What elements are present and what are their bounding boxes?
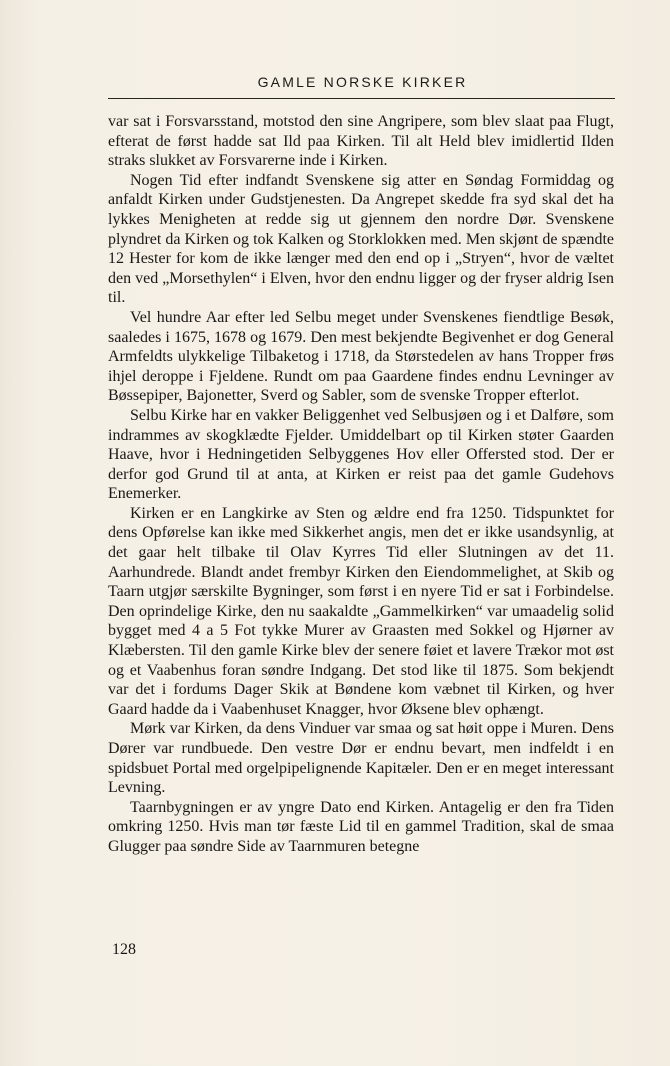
page-number: 128: [112, 941, 136, 958]
paragraph-7: Taarnbygningen er av yngre Dato end Kirken. Antagelig er den fra Tiden omkring 1250. Hvis man tør fæste Lid til en gammel Tradition, skal de smaa Glugger paa søndre Side av Taarnmuren betegne: [108, 798, 614, 855]
paragraph-3: Vel hundre Aar efter led Selbu meget under Svenskenes fiendtlige Besøk, saaledes i 1675, 1678 og 1679. Den mest bekjendte Begivenhet er dog General Armfeldts ulykkelige Tilbaketog i 1718, da Størstedelen av hans Tropper frøs ihjel deroppe i Fjeldene. Rundt om paa Gaardene findes endnu Levninger av Bøssepiper, Bajonetter, Sverd og Sabler, som de svenske Tropper efterlot.: [108, 308, 614, 405]
paragraph-4: Selbu Kirke har en vakker Beliggenhet ved Selbusjøen og i et Dalføre, som indrammes av skogklædte Fjelder. Umiddelbart op til Kirken støter Gaarden Haave, hvor i Hedningetiden Selbyggenes Hov eller Offersted stod. Der er derfor god Grund til at anta, at Kirken er reist paa det gamle Gudehovs Enemerker.: [108, 406, 614, 503]
paragraph-1: var sat i Forsvarsstand, motstod den sine Angripere, som blev slaat paa Flugt, efterat de først hadde sat Ild paa Kirken. Til alt Held blev imidlertid Ilden straks slukket av Forsvarerne inde i Kirken.: [108, 113, 614, 170]
running-title: GAMLE NORSKE KIRKER: [257, 74, 468, 90]
paragraph-5: Kirken er en Langkirke av Sten og ældre end fra 1250. Tidspunktet for dens Opførelse kan ikke med Sikkerhet angis, men det er ikke usandsynlig, at det gaar helt tilbake til Olav Kyrres Tid eller Slutningen av det 11. Aarhundrede. Blandt andet frembyr Kirken den Eiendommelighet, at Skib og Taarn utgjør særskilte Bygninger, som først i en nyere Tid er sat i Forbindelse. Den oprindelige Kirke, den nu saakaldte „Gammelkirken“ var umaadelig solid bygget med 4 a 5 Fot tykke Murer av Graasten med Sokkel og Hjørner av Klæbersten. Til den gamle Kirke blev der senere føiet et lavere Trækor mot øst og et Vaabenhus foran søndre Indgang. Det stod like til 1875. Som bekjendt var det i fordums Dager Skik at Bøndene kom væbnet til Kirken, og hver Gaard hadde da i Vaabenhuset Knagger, hvor Øksene blev ophængt.: [108, 504, 614, 718]
header-rule: [108, 98, 615, 99]
paragraph-6: Mørk var Kirken, da dens Vinduer var smaa og sat høit oppe i Muren. Dens Dører var rundbuede. Den vestre Dør er endnu bevart, men indfeldt i en spidsbuet Portal med orgelpipelignende Kapitæler. Den er en meget interessant Levning.: [108, 720, 614, 797]
paragraph-2: Nogen Tid efter indfandt Svenskene sig atter en Søndag Formiddag og anfaldt Kirken under Gudstjenesten. Da Angrepet skedde fra syd skal det ha lykkes Menigheten at redde sig ut gjennem den nordre Dør. Svenskene plyndret da Kirken og tok Kalken og Storklokken med. Men skjønt de spændte 12 Hester for kom de ikke længer med den end op i „Stryen“, hvor de væltet den ved „Morsethylen“ i Elven, hvor den endnu ligger og der fryser aldrig Isen til.: [108, 171, 614, 307]
body-text: [108, 112, 614, 857]
